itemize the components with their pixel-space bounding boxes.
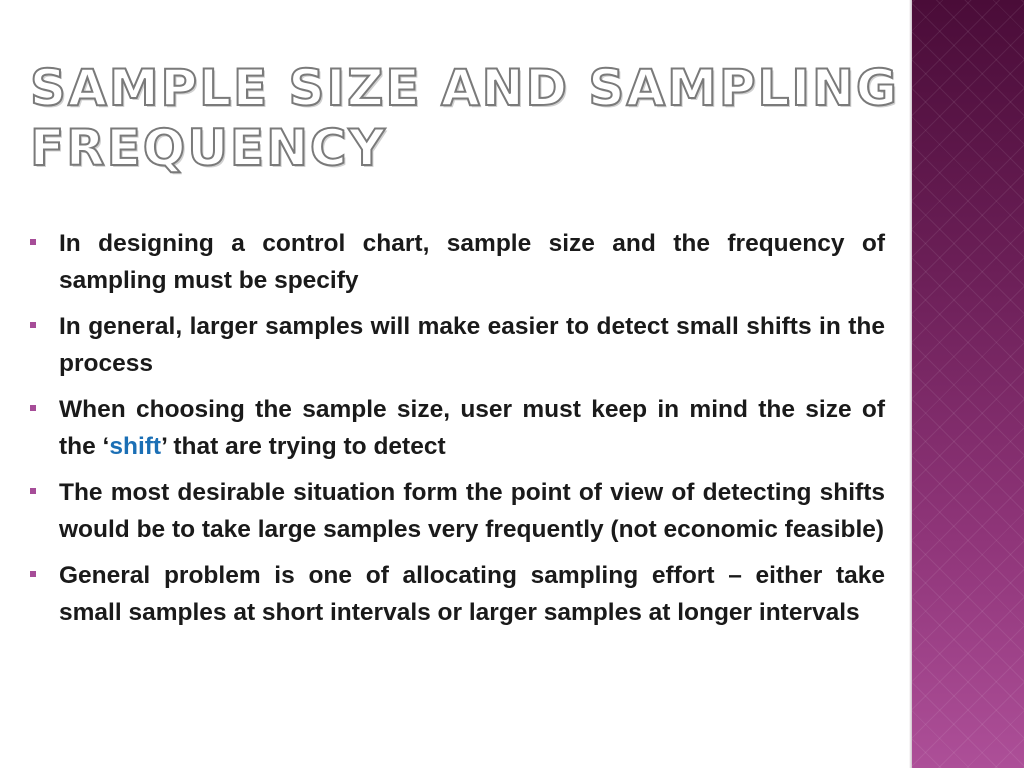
slide-title: SAMPLE SIZE AND SAMPLING FREQUENCY (30, 59, 899, 177)
bullet-list (30, 226, 885, 641)
bullet-text-4: The most desirable situation form the point of view of detecting shifts would be to take large samples very frequently (not economic feasible) (59, 479, 885, 543)
square-bullet-icon (30, 571, 36, 577)
bullet-item-3 (30, 392, 885, 465)
square-bullet-icon (30, 405, 36, 411)
square-bullet-icon (30, 239, 36, 245)
bullet-item-1 (30, 226, 885, 299)
bullet-item-5 (30, 558, 885, 631)
bullet-text-3-before: When choosing the sample size, user must keep in mind the size of the ‘ (59, 396, 885, 460)
accent-word-shift: shift (109, 432, 162, 460)
bullet-text-2: In general, larger samples will make easier to detect small shifts in the process (59, 313, 885, 377)
square-bullet-icon (30, 488, 36, 494)
square-bullet-icon (30, 322, 36, 328)
bullet-item-2 (30, 309, 885, 382)
bullet-item-4 (30, 475, 885, 548)
bullet-text-5: General problem is one of allocating sampling effort – either take small samples at short intervals or larger samples at longer intervals (59, 562, 885, 626)
bullet-text-3 (59, 392, 885, 465)
bullet-text-3-after: ’ that are trying to detect (161, 432, 446, 460)
bullet-text-1: In designing a control chart, sample size and the frequency of sampling must be specify (59, 230, 885, 294)
decorative-side-band (912, 0, 1024, 768)
